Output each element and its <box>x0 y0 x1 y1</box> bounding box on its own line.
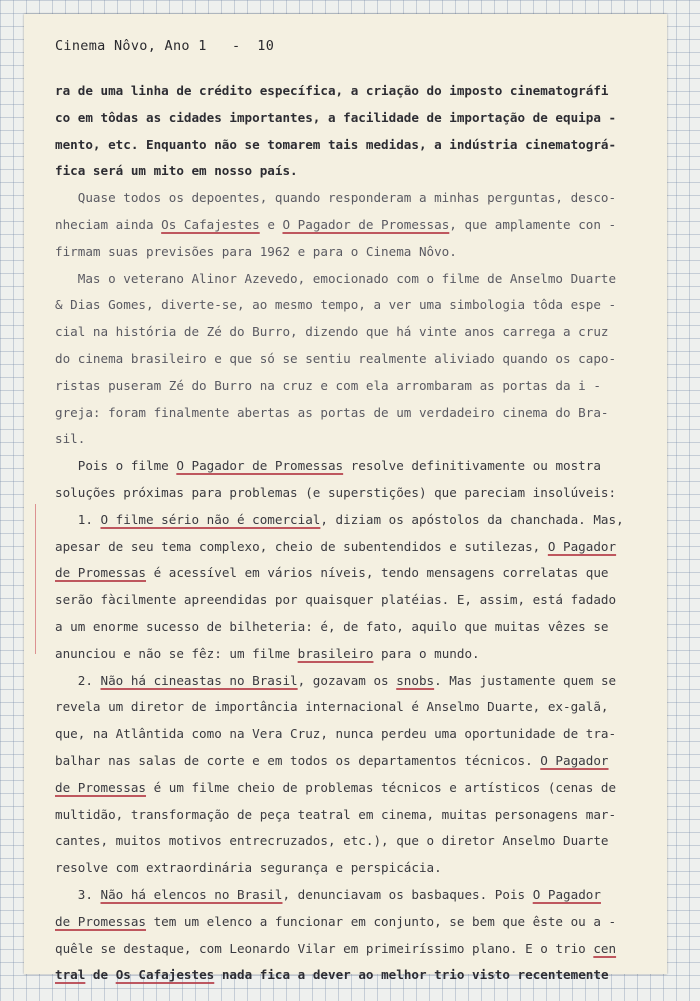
underlined-text: Os Cafajestes <box>115 967 215 983</box>
text-line <box>55 158 647 185</box>
text-segment: para o mundo. <box>373 645 480 661</box>
text-segment: ra de uma linha de crédito específica, a criação do imposto cinematográfi <box>55 83 609 98</box>
text-segment: e <box>259 216 283 232</box>
text-segment: , gozavam os <box>297 672 397 688</box>
text-line <box>55 962 647 989</box>
text-line <box>55 212 647 239</box>
text-segment: resolve com extraordinária segurança e perspicácia. <box>55 860 442 876</box>
text-segment: resolve definitivamente ou mostra <box>343 458 601 474</box>
text-segment: anunciou e não se fêz: um filme <box>55 645 298 661</box>
text-segment: fica será um mito em nosso país. <box>55 163 298 179</box>
underlined-text: tral <box>55 967 86 983</box>
text-segment: cial na história de Zé do Burro, dizendo que há vinte anos carrega a cruz <box>55 324 609 340</box>
text-segment: multidão, transformação de peça teatral em cinema, muitas personagens mar- <box>55 806 617 822</box>
text-segment: do cinema brasileiro e que só se sentiu realmente aliviado quando os capo- <box>55 350 617 366</box>
text-segment: & Dias Gomes, diverte-se, ao mesmo tempo, a ver uma simbologia tôda espe - <box>55 297 617 313</box>
text-line <box>55 721 647 748</box>
margin-pencil-mark <box>35 504 36 654</box>
page-header: Cinema Nôvo, Ano 1 - 10 <box>55 38 275 54</box>
text-line <box>55 909 647 936</box>
underlined-text: Os Cafajestes <box>161 216 260 232</box>
text-line <box>55 587 647 614</box>
underlined-text: O Pagador de Promessas <box>176 458 344 474</box>
underlined-text: de Promessas <box>55 779 146 795</box>
text-segment: Mas o veterano Alinor Azevedo, emocionado com o filme de Anselmo Duarte <box>55 270 617 286</box>
text-line <box>55 748 647 775</box>
text-line <box>55 560 647 587</box>
text-segment: revela um diretor de importância internacional é Anselmo Duarte, ex-galã, <box>55 699 609 715</box>
text-segment: Quase todos os depoentes, quando responderam a minhas perguntas, desco- <box>55 190 617 206</box>
text-line <box>55 882 647 909</box>
text-segment: apesar de seu tema complexo, cheio de subentendidos e sutilezas, <box>55 538 548 554</box>
text-line <box>55 694 647 721</box>
text-line <box>55 480 647 507</box>
text-segment: 1. <box>55 511 101 527</box>
underlined-text: O Pagador <box>532 886 601 902</box>
underlined-text: snobs <box>396 672 435 688</box>
text-line <box>55 855 647 882</box>
text-line <box>55 802 647 829</box>
text-segment: greja: foram finalmente abertas as portas de um verdadeiro cinema do Bra- <box>55 404 609 420</box>
underlined-text: O Pagador <box>547 538 617 554</box>
text-line <box>55 828 647 855</box>
text-segment: Pois o filme <box>55 458 177 474</box>
text-segment: co em tôdas as cidades importantes, a facilidade de importação de equipa - <box>55 109 617 125</box>
text-line <box>55 292 647 319</box>
text-line <box>55 400 647 427</box>
text-segment: . Mas justamente quem se <box>434 672 617 688</box>
text-segment: é acessível em vários níveis, tendo mensagens correlatas que <box>146 565 609 581</box>
text-segment: soluções próximas para problemas (e superstições) que pareciam insolúveis: <box>55 484 617 500</box>
body-text <box>55 78 647 989</box>
text-line <box>55 78 647 105</box>
text-line <box>55 668 647 695</box>
text-segment: , que amplamente con - <box>449 216 617 232</box>
text-line <box>55 426 647 453</box>
text-segment: 3. <box>55 886 101 902</box>
text-segment: tem um elenco a funcionar em conjunto, se bem que êste ou a - <box>146 913 617 929</box>
underlined-text: de Promessas <box>55 913 146 929</box>
underlined-text: O Pagador de Promessas <box>282 216 450 232</box>
underlined-text: O filme sério não é comercial <box>100 511 321 527</box>
underlined-text: cen <box>593 940 617 956</box>
text-segment: 2. <box>55 672 101 688</box>
text-line <box>55 641 647 668</box>
underlined-text: de Promessas <box>55 565 146 581</box>
text-segment: que, na Atlântida como na Vera Cruz, nunca perdeu uma oportunidade de tra- <box>55 726 617 742</box>
underlined-text: brasileiro <box>297 645 374 661</box>
text-segment: cantes, muitos motivos entrecruzados, etc.), que o diretor Anselmo Duarte <box>55 833 609 849</box>
text-segment: nada fica a dever ao melhor trio visto recentemente <box>214 967 609 983</box>
typewritten-page <box>24 14 667 983</box>
underlined-text: O Pagador <box>540 752 609 768</box>
text-line <box>55 775 647 802</box>
text-segment: ristas puseram Zé do Burro na cruz e com ela arrombaram as portas da i - <box>55 377 601 393</box>
text-line <box>55 239 647 266</box>
text-segment: a um enorme sucesso de bilheteria: é, de fato, aquilo que muitas vêzes se <box>55 618 609 634</box>
text-line <box>55 266 647 293</box>
text-segment: serão fàcilmente apreendidas por quaisquer platéias. E, assim, está fadado <box>55 592 617 608</box>
text-line <box>55 346 647 373</box>
underlined-text: Não há cineastas no Brasil <box>100 672 298 688</box>
underlined-text: Não há elencos no Brasil <box>100 886 283 902</box>
text-segment: é um filme cheio de problemas técnicos e artísticos (cenas de <box>146 779 617 795</box>
text-line <box>55 105 647 132</box>
text-segment: sil. <box>55 431 86 447</box>
text-line <box>55 614 647 641</box>
text-segment: , denunciavam os basbaques. Pois <box>282 886 533 902</box>
text-line <box>55 132 647 159</box>
text-line <box>55 507 647 534</box>
text-line <box>55 936 647 963</box>
text-segment: balhar nas salas de corte e em todos os departamentos técnicos. <box>55 752 541 768</box>
text-segment: , diziam os apóstolos da chanchada. Mas, <box>320 511 624 527</box>
text-segment: nheciam ainda <box>55 216 162 232</box>
text-segment: mento, etc. Enquanto não se tomarem tais medidas, a indústria cinematográ- <box>55 136 617 152</box>
text-line <box>55 453 647 480</box>
text-segment: firmam suas previsões para 1962 e para o Cinema Nôvo. <box>55 243 457 259</box>
text-segment: de <box>85 967 116 983</box>
text-line <box>55 319 647 346</box>
text-line <box>55 185 647 212</box>
text-segment: quêle se destaque, com Leonardo Vilar em primeiríssimo plano. E o trio <box>55 940 594 956</box>
text-line <box>55 373 647 400</box>
text-line <box>55 534 647 561</box>
